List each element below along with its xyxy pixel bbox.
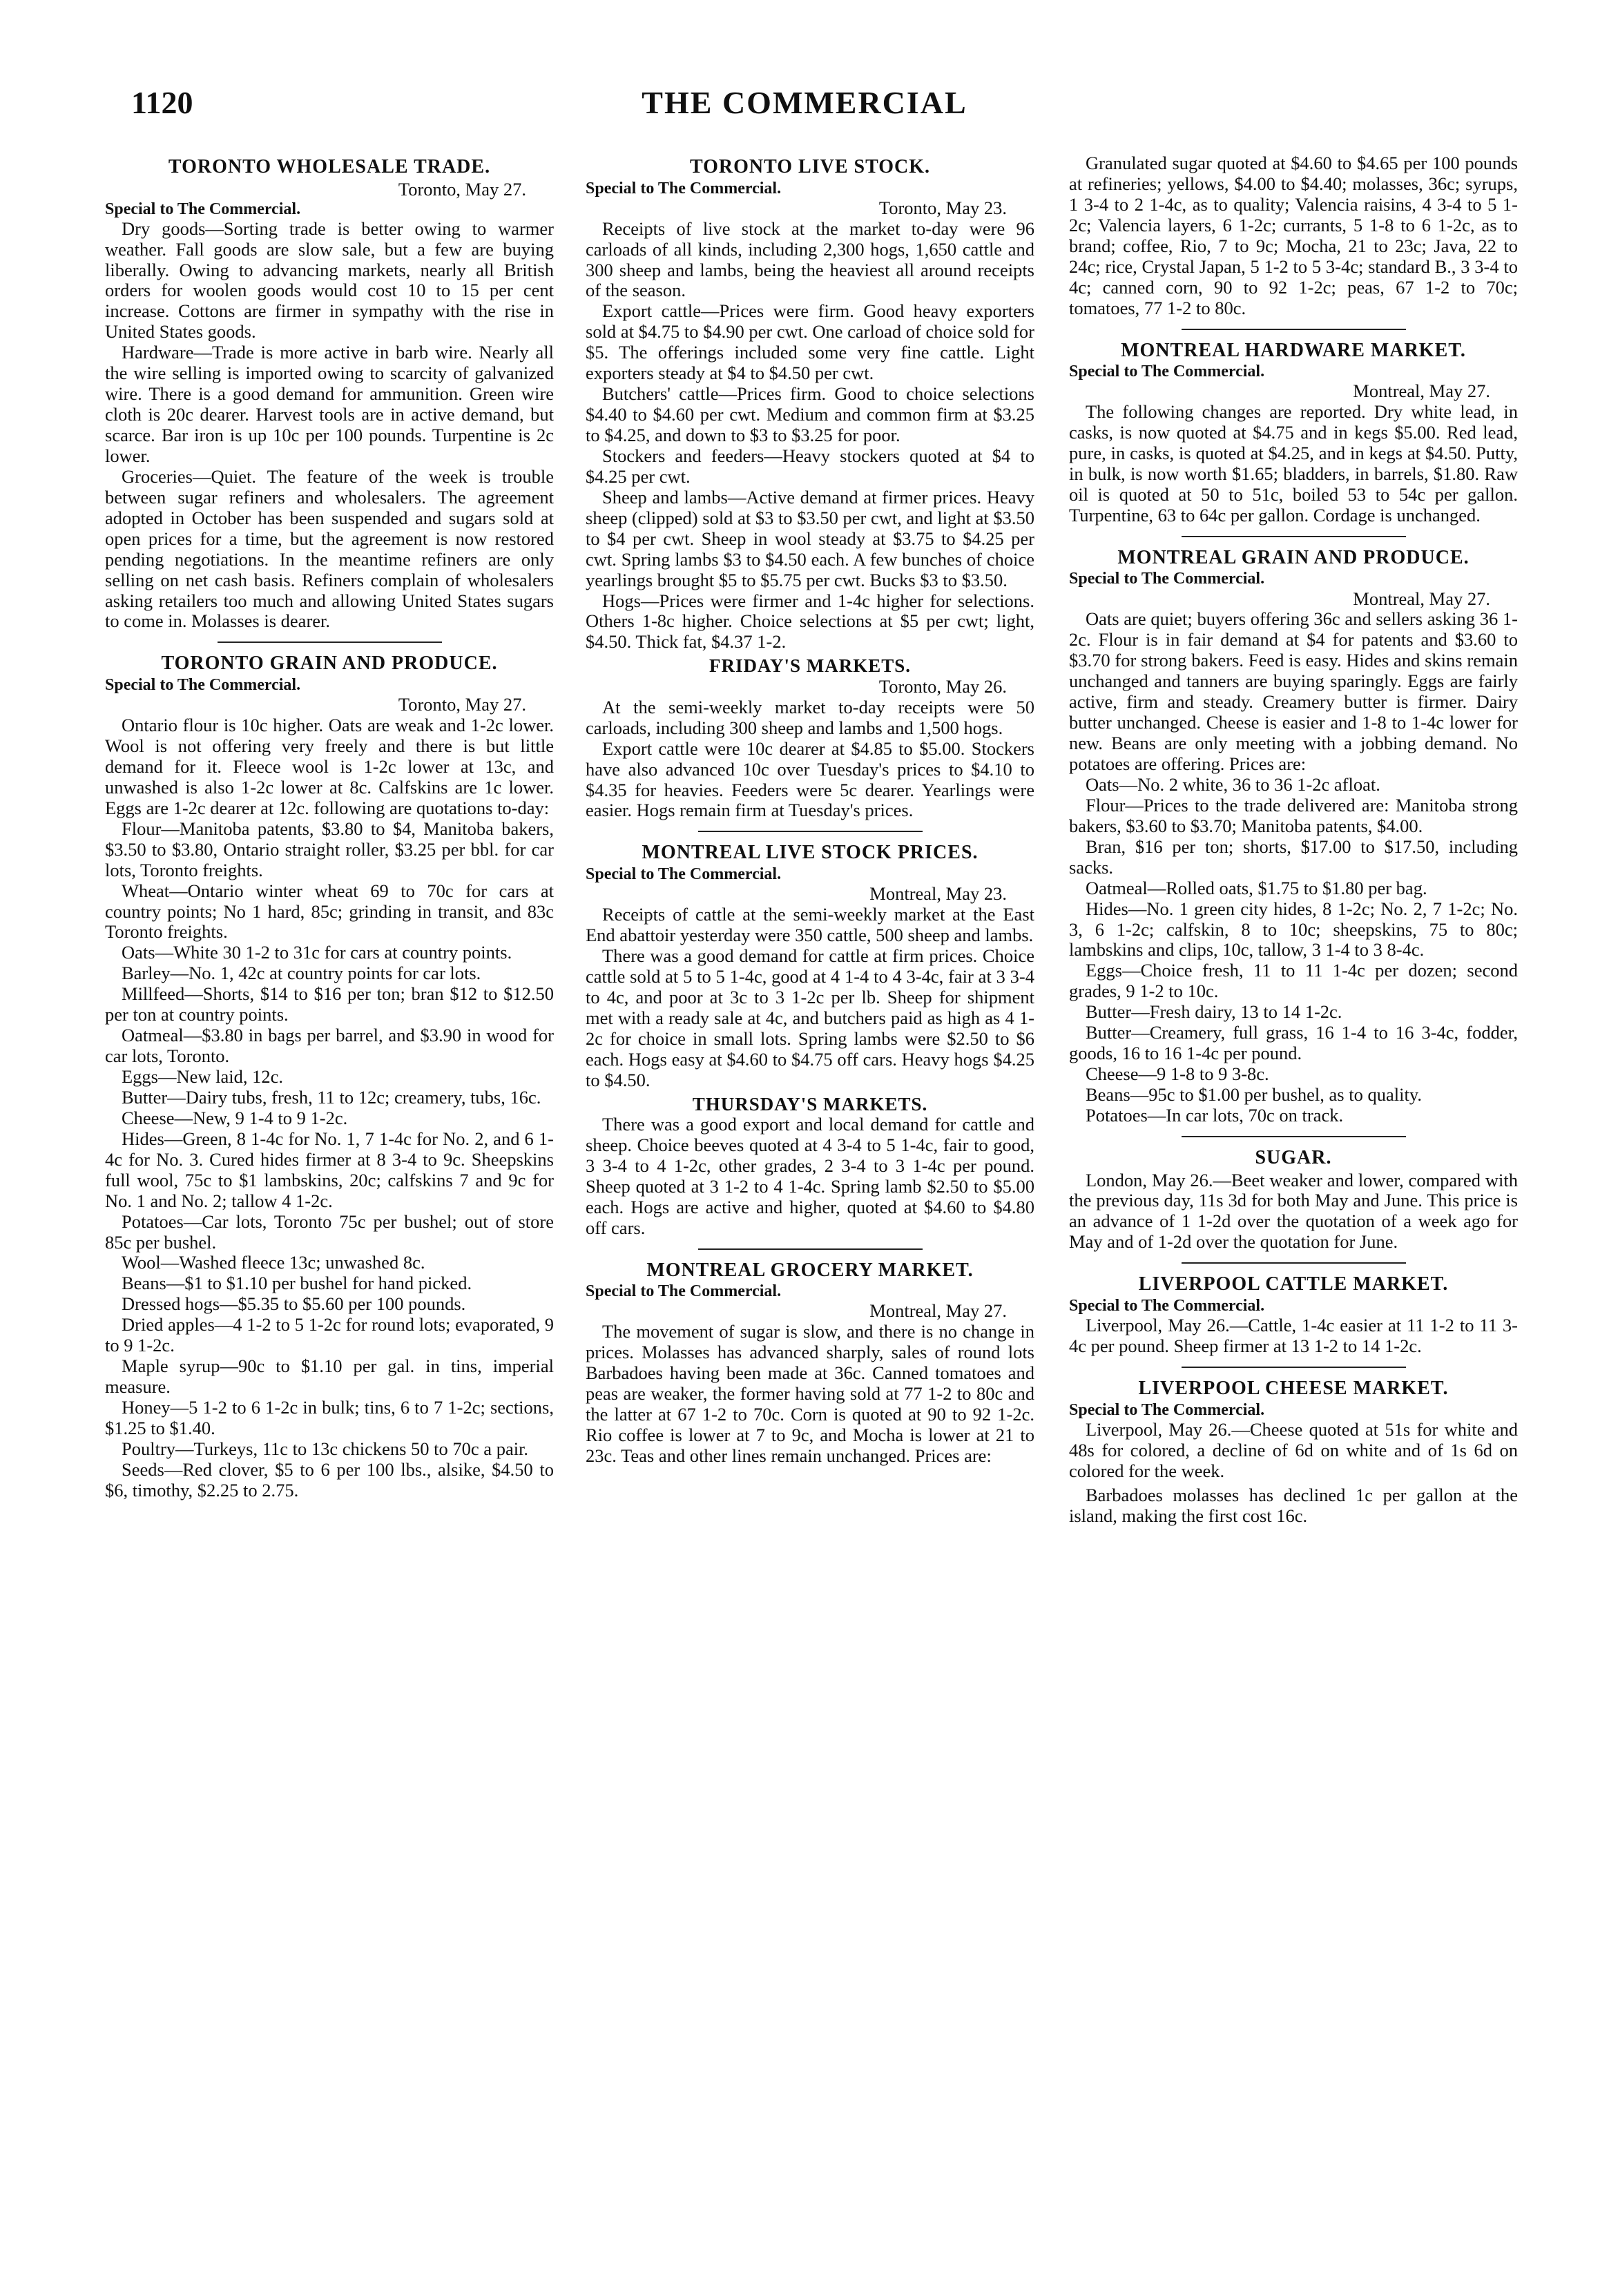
special-to-commercial: Special to The Commercial. [586, 865, 782, 884]
paragraph: Sheep and lambs—Active demand at firmer prices. Heavy sheep (clipped) sold at $3 to $3.50 per cwt, and light at $3.50 to $4 per cwt. Sheep in wool steady at $3.75 to $4.25 per cwt. Spring lambs $3 to $4.50 each. A few bunches of choice yearlings brought $5 to $5.75 per cwt. Bucks $3 to $3.50. [586, 486, 1034, 590]
paragraph: Barbadoes molasses has declined 1c per gallon at the island, making the first cost 16c. [1069, 1485, 1518, 1527]
paragraph: Export cattle were 10c dearer at $4.85 to $5.00. Stockers have also advanced 10c over Tuesday's prices to $4.10 to $4.35 for heavies. Feeders were 5c dearer. Yearlings were easier. Hogs remain firm at Tuesday's prices. [586, 737, 1034, 821]
paragraph: London, May 26.—Beet weaker and lower, compared with the previous day, 11s 3d for both May and June. This price is an advance of 1 1-2d over the quotation of a week ago for May and of 1-2d over the quotation for June. [1069, 1169, 1518, 1253]
page-number: 1120 [131, 85, 193, 120]
paragraph: Granulated sugar quoted at $4.60 to $4.65 per 100 pounds at refineries; yellows, $4.00 to $4.40; molasses, 36c; syrups, 1 3-4 to 2 1-4c, as to quality; Valencia raisins, 4 3-4 to 5 1-2c; Valencia layers, 6 1-2c; currants, 5 1-8 to 6 1-2c, as to brand; coffee, Rio, 7 to 9c; Mocha, 21 to 23c; Java, 22 to 24c; rice, Crystal Japan, 5 1-2 to 5 3-4c; standard B., 3 3-4 to 4c; canned corn, 90 to 92 1-2c; peas, 67 1-2 to 70c; tomatoes, 77 1-2 to 80c. [1069, 153, 1518, 318]
dateline: Toronto, May 26. [878, 675, 1007, 697]
section-divider [1182, 1262, 1406, 1264]
column-1 [105, 153, 554, 2255]
paragraph: Wheat—Ontario winter wheat 69 to 70c for cars at country points; No 1 hard, 85c; grinding in transit, and 83c Toronto freights. [105, 880, 554, 943]
paragraph: Cheese—9 1-8 to 9 3-8c. [1086, 1063, 1269, 1085]
paragraph: There was a good demand for cattle at firm prices. Choice cattle sold at 5 to 5 1-4c, good at 4 1-4 to 4 3-4c, fair at 3 3-4 to 4c, and poor at 3c to 3 1-2c per lb. Sheep for shipment met with a ready sale at 4c, and butchers paid as high as 4 1-2c for choice in small lots. Spring lambs were $2.50 to $6 each. Hogs easy at $4.60 to $4.75 off cars. Heavy hogs $4.25 to $4.50. [586, 945, 1034, 1090]
article-section [105, 156, 554, 632]
dateline: Toronto, May 23. [878, 197, 1007, 218]
dateline: Montreal, May 23. [869, 883, 1007, 905]
dateline: Toronto, May 27. [398, 178, 526, 200]
section-divider [1182, 329, 1406, 330]
article-heading: TORONTO LIVE STOCK. [689, 156, 931, 177]
special-to-commercial: Special to The Commercial. [1069, 1296, 1265, 1315]
article-section [586, 842, 1034, 1238]
paragraph: Hides—No. 1 green city hides, 8 1-2c; No. 2, 7 1-2c; No. 3, 6 1-2c; calfskin, 8 to 10c; sheepskins, 75 to 80c; lambskins and clips, 10c, tallow, 3 1-4 to 3 8-4c. [1069, 898, 1518, 961]
paragraph: Oats—No. 2 white, 36 to 36 1-2c afloat. [1086, 773, 1380, 795]
paragraph: Dry goods—Sorting trade is better owing to warmer weather. Fall goods are slow sale, but a few are buying liberally. Owing to advancing markets, nearly all British orders for woolen goods would cost 10 to 15 per cent increase. Cottons are firmer in sympathy with the rise in United States goods. [105, 218, 554, 343]
special-to-commercial: Special to The Commercial. [586, 179, 782, 197]
article-heading: MONTREAL HARDWARE MARKET. [1121, 339, 1466, 361]
paragraph: Beans—$1 to $1.10 per bushel for hand picked. [122, 1273, 472, 1294]
article-heading: MONTREAL GRAIN AND PRODUCE. [1117, 546, 1470, 568]
article-section [586, 156, 1034, 821]
article-section [1069, 1485, 1518, 1527]
special-to-commercial: Special to The Commercial. [105, 200, 301, 218]
paragraph: Oatmeal—$3.80 in bags per barrel, and $3.90 in wood for car lots, Toronto. [105, 1025, 554, 1067]
paragraph: Wool—Washed fleece 13c; unwashed 8c. [122, 1252, 425, 1273]
paragraph: Export cattle—Prices were firm. Good heavy exporters sold at $4.75 to $4.90 per cwt. One carload of choice sold for $5. The offerings included some very fine cattle. Light exporters steady at $4 to $4.50 per cwt. [586, 300, 1034, 384]
paragraph: The movement of sugar is slow, and there is no change in prices. Molasses has advanced sharply, sales of round lots Barbadoes having been made at 36c. Canned tomatoes and peas are weaker, the former having sold at 77 1-2 to 80c and the latter at 67 1-2 to 70c. Corn is quoted at 90 to 92 1-2c. Rio coffee is lower at 7 to 9c, and Mocha is lower at 21 to 23c. Teas and other lines remain unchanged. Prices are: [586, 1321, 1034, 1466]
special-to-commercial: Special to The Commercial. [586, 1282, 782, 1301]
paragraph: Hardware—Trade is more active in barb wire. Nearly all the wire selling is imported owing to scarcity of galvanized wire. There is a good demand for ammunition. Green wire cloth is 20c dearer. Harvest tools are in active demand, but scarce. Bar iron is up 10c per 100 pounds. Turpentine is 2c lower. [105, 342, 554, 466]
article-section [105, 653, 554, 1501]
paragraph: Butter—Fresh dairy, 13 to 14 1-2c. [1086, 1001, 1342, 1023]
article-section [1069, 547, 1518, 1126]
paragraph: Stockers and feeders—Heavy stockers quoted at $4 to $4.25 per cwt. [586, 445, 1034, 487]
article-section [586, 1260, 1034, 1467]
paragraph: Dried apples—4 1-2 to 5 1-2c for round lots; evaporated, 9 to 9 1-2c. [105, 1314, 554, 1356]
dateline: Montreal, May 27. [1353, 588, 1490, 609]
article-heading: MONTREAL LIVE STOCK PRICES. [642, 842, 979, 864]
paragraph: Hogs—Prices were firmer and 1-4c higher for selections. Others 1-8c higher. Choice selections at $5 per cwt; light, $4.50. Thick fat, $4.37 1-2. [586, 590, 1034, 653]
masthead: THE COMMERCIAL [642, 85, 967, 120]
article-section [1069, 1147, 1518, 1253]
paragraph: Receipts of live stock at the market to-day were 96 carloads of all kinds, including 2,300 hogs, 1,650 cattle and 300 sheep and lambs, being the heaviest all around receipts of the season. [586, 218, 1034, 301]
subsection-heading: THURSDAY'S MARKETS. [692, 1093, 928, 1115]
paragraph: Butter—Dairy tubs, fresh, 11 to 12c; creamery, tubs, 16c. [122, 1086, 541, 1108]
dateline: Montreal, May 27. [1353, 380, 1490, 402]
subsection-heading: FRIDAY'S MARKETS. [709, 655, 912, 677]
column-2 [586, 153, 1034, 2255]
section-divider [698, 831, 923, 832]
paragraph: Receipts of cattle at the semi-weekly market at the East End abattoir yesterday were 350 cattle, 500 sheep and lambs. [586, 904, 1034, 946]
section-divider [218, 641, 442, 643]
section-divider [1182, 1136, 1406, 1137]
column-3 [1069, 153, 1518, 2255]
dateline: Toronto, May 27. [398, 694, 526, 715]
paragraph: Oatmeal—Rolled oats, $1.75 to $1.80 per bag. [1086, 877, 1427, 898]
paragraph: Liverpool, May 26.—Cattle, 1-4c easier at 11 1-2 to 11 3-4c per pound. Sheep firmer at 13 1-2 to 14 1-2c. [1069, 1315, 1518, 1356]
article-section [1069, 1273, 1518, 1357]
section-divider [1182, 1367, 1406, 1368]
paragraph: Hides—Green, 8 1-4c for No. 1, 7 1-4c for No. 2, and 6 1-4c for No. 3. Cured hides firmer at 8 3-4 to 9c. Sheepskins full wool, 75c to $1 lambskins, 20c; calfskins 7 and 9c for No. 1 and No. 2; tallow 4 1-2c. [105, 1128, 554, 1211]
paragraph: Barley—No. 1, 42c at country points for car lots. [122, 963, 481, 984]
special-to-commercial: Special to The Commercial. [1069, 1400, 1265, 1419]
paragraph: Cheese—New, 9 1-4 to 9 1-2c. [122, 1107, 348, 1128]
paragraph: Eggs—New laid, 12c. [122, 1066, 284, 1088]
paragraph: At the semi-weekly market to-day receipts were 50 carloads, including 300 sheep and lambs and 1,500 hogs. [586, 696, 1034, 738]
paragraph: Dressed hogs—$5.35 to $5.60 per 100 pounds. [122, 1293, 466, 1315]
article-section [1069, 153, 1518, 319]
article-section [1069, 340, 1518, 526]
article-heading: LIVERPOOL CHEESE MARKET. [1138, 1377, 1449, 1399]
article-heading: SUGAR. [1255, 1146, 1332, 1168]
paragraph: Potatoes—In car lots, 70c on track. [1086, 1104, 1344, 1126]
paragraph: Flour—Prices to the trade delivered are: Manitoba strong bakers, $3.60 to $3.70; Manitoba patents, $4.00. [1069, 794, 1518, 836]
section-divider [1182, 536, 1406, 537]
paragraph: Butter—Creamery, full grass, 16 1-4 to 16 3-4c, fodder, goods, 16 to 16 1-4c per pound. [1069, 1022, 1518, 1064]
paragraph: Eggs—Choice fresh, 11 to 11 1-4c per dozen; second grades, 9 1-2 to 10c. [1069, 960, 1518, 1002]
paragraph: Ontario flour is 10c higher. Oats are weak and 1-2c lower. Wool is not offering very freely and there is but little demand for it. Fleece wool is 1-2c lower at 13c, and unwashed is also 1-2c lower at 8c. Calfskins are 1c lower. Eggs are 1-2c dearer at 12c. following are quotations to-day: [105, 715, 554, 818]
article-heading: TORONTO GRAIN AND PRODUCE. [161, 653, 498, 675]
article-heading: MONTREAL GROCERY MARKET. [646, 1259, 974, 1281]
paragraph: Liverpool, May 26.—Cheese quoted at 51s for white and 48s for colored, a decline of 6d on white and of 1s 6d on colored for the week. [1069, 1418, 1518, 1481]
paragraph: Millfeed—Shorts, $14 to $16 per ton; bran $12 to $12.50 per ton at country points. [105, 983, 554, 1025]
paragraph: Bran, $16 per ton; shorts, $17.00 to $17.50, including sacks. [1069, 836, 1518, 878]
paragraph: Beans—95c to $1.00 per bushel, as to quality. [1086, 1084, 1422, 1106]
paragraph: Flour—Manitoba patents, $3.80 to $4, Manitoba bakers, $3.50 to $3.80, Ontario straight roller, $3.25 per bbl. for car lots, Toronto freights. [105, 818, 554, 880]
paragraph: Honey—5 1-2 to 6 1-2c in bulk; tins, 6 to 7 1-2c; sections, $1.25 to $1.40. [105, 1397, 554, 1438]
section-divider [698, 1248, 923, 1250]
paragraph: Butchers' cattle—Prices firm. Good to choice selections $4.40 to $4.60 per cwt. Medium and common firm at $3.25 to $4.25, and down to $3 to $3.25 for poor. [586, 383, 1034, 446]
article-section [1069, 1378, 1518, 1482]
paragraph: Poultry—Turkeys, 11c to 13c chickens 50 to 70c a pair. [122, 1438, 529, 1459]
paragraph: Potatoes—Car lots, Toronto 75c per bushel; out of store 85c per bushel. [105, 1210, 554, 1253]
article-heading: TORONTO WHOLESALE TRADE. [168, 156, 491, 177]
paragraph: Groceries—Quiet. The feature of the week is trouble between sugar refiners and wholesalers. The agreement adopted in October has been suspended and sugars sold at open prices for a time, but the agreement is now restored pending negotiations. In the meantime refiners are only selling on net cash basis. Refiners complain of wholesalers asking retailers too much and allowing United States sugars to come in. Molasses is dearer. [105, 465, 554, 632]
paragraph: The following changes are reported. Dry white lead, in casks, is now quoted at $4.75 and in kegs $5.00. Red lead, pure, in casks, is quoted at $4.25, and in kegs at $4.50. Putty, in bulk, is now worth $1.65; bladders, in barrels, $1.80. Raw oil is quoted at 50 to 51c, boiled 53 to 54c per gallon. Turpentine, 63 to 64c per gallon. Cordage is unchanged. [1069, 401, 1518, 525]
special-to-commercial: Special to The Commercial. [1069, 363, 1265, 381]
paragraph: Oats—White 30 1-2 to 31c for cars at country points. [122, 942, 512, 963]
paragraph: Seeds—Red clover, $5 to 6 per 100 lbs., alsike, $4.50 to $6, timothy, $2.25 to 2.75. [105, 1458, 554, 1501]
paragraph: There was a good export and local demand for cattle and sheep. Choice beeves quoted at 4 3-4 to 5 1-4c, fair to good, 3 3-4 to 4 1-2c, other grades, 2 3-4 to 3 1-4c per pound. Sheep quoted at 3 1-2 to 4 1-4c. Spring lamb $2.50 to $5.00 each. Hogs are active and higher, quoted at $4.60 to $4.80 off cars. [586, 1114, 1034, 1238]
special-to-commercial: Special to The Commercial. [105, 676, 301, 695]
paragraph: Oats are quiet; buyers offering 36c and sellers asking 36 1-2c. Flour is in fair demand at $4 for patents and $3.60 to $3.70 for strong bakers. Feed is easy. Hides and skins remain unchanged and tanners are buying sparingly. Eggs are fairly active, firm and steady. Creamery butter is firmer. Dairy butter unchanged. Cheese is easier and 1-8 to 1-4c lower for new. Beans are only meeting with a jobbing demand. No potatoes are offering. Prices are: [1069, 608, 1518, 775]
article-heading: LIVERPOOL CATTLE MARKET. [1138, 1273, 1449, 1295]
paragraph: Maple syrup—90c to $1.10 per gal. in tins, imperial measure. [105, 1356, 554, 1398]
special-to-commercial: Special to The Commercial. [1069, 570, 1265, 588]
dateline: Montreal, May 27. [869, 1300, 1007, 1322]
